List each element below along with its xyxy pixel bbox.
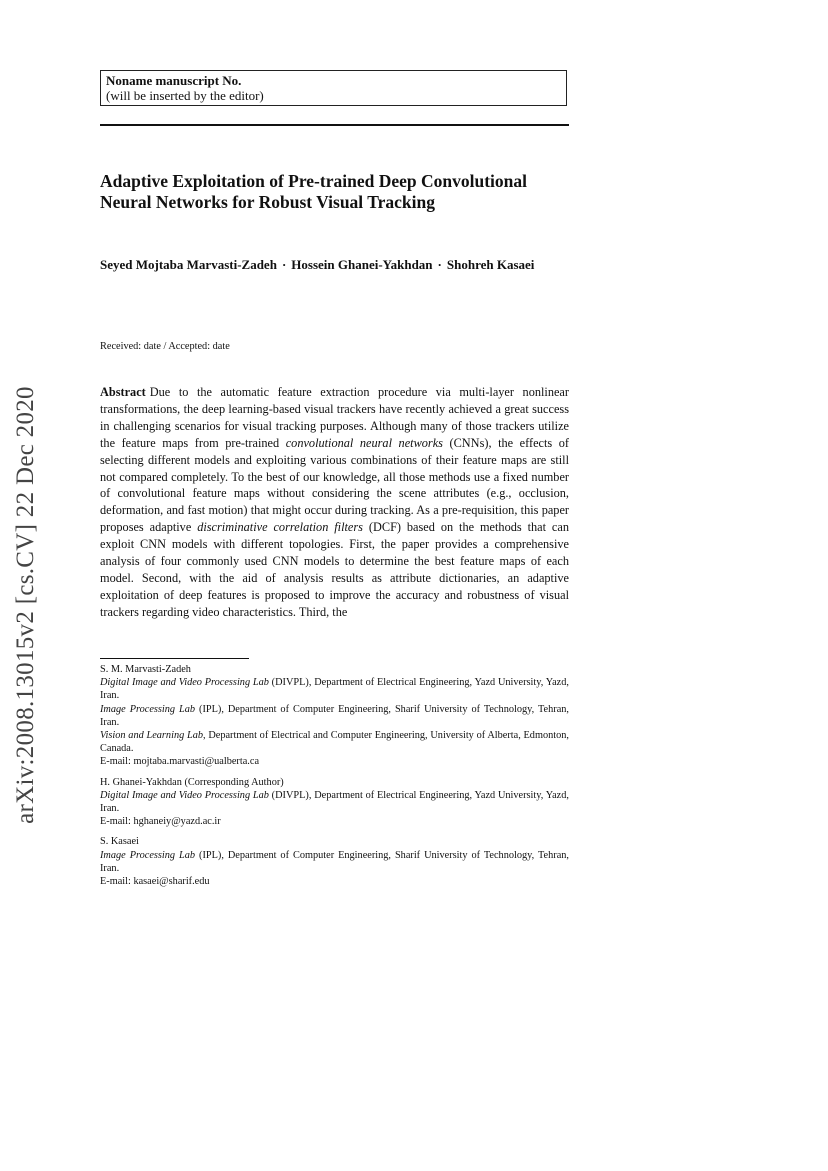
lab-name: Image Processing Lab xyxy=(100,703,196,715)
author-1: Seyed Mojtaba Marvasti-Zadeh xyxy=(100,257,277,272)
affiliations xyxy=(100,663,569,895)
affiliation-details: (IPL), Department of Computer Engineering, Sharif University of Technology, Tehran, Iran. xyxy=(100,849,570,874)
arxiv-side-identifier xyxy=(4,360,48,850)
affiliation-email: E-mail: mojtaba.marvasti@ualberta.ca xyxy=(100,756,260,768)
header-rule xyxy=(100,124,569,126)
affiliation-details: (DIVPL), Department of Electrical Engineering, Yazd University, Yazd, Iran. xyxy=(100,677,569,702)
author-3: Shohreh Kasaei xyxy=(446,257,535,272)
author-separator: · xyxy=(437,257,442,272)
affiliation-details: (DIVPL), Department of Electrical Engineering, Yazd University, Yazd, Iran. xyxy=(100,789,569,815)
lab-name: Vision and Learning Lab xyxy=(100,730,204,742)
affiliation-line xyxy=(100,729,569,755)
affiliation-group-2 xyxy=(100,776,569,829)
paper-title: Adaptive Exploitation of Pre-trained Deep Convolutional Neural Networks for Robust Visual Tracking xyxy=(100,171,527,212)
abstract-text-part-2: (CNNs), the effects of selecting different models and exploiting various combinations of their feature maps are still not compared completely. To the best of our knowledge, all those methods use a fixed number of convolutional feature maps without considering the scene attributes (e.g., occlusion, deformation, and fast motion) that might occur during tracking. As a pre-requisition, this paper proposes adaptive xyxy=(100,435,569,535)
affiliation-email: E-mail: hghaneiy@yazd.ac.ir xyxy=(100,816,221,828)
editor-note: (will be inserted by the editor) xyxy=(106,88,264,103)
manuscript-number-label: Noname manuscript No. xyxy=(106,73,242,88)
abstract-text-part-3: (DCF) based on the methods that can exploit CNN models with different topologies. First, the paper provides a comprehensive analysis of four commonly used CNN models to determine the best feature maps of each model. Second, with the aid of analysis results as attribute dictionaries, an adaptive exploitation of deep features is proposed to improve the accuracy and robustness of visual trackers regarding video characteristics. Third, the xyxy=(100,520,569,619)
affiliation-line xyxy=(100,703,569,729)
abstract-text-part-1: Due to the automatic feature extraction procedure via multi-layer nonlinear transformations, the deep learning-based visual trackers have recently achieved a great success in challenging scenarios for visual tracking purposes. Although many of those trackers utilize the feature maps from pre-trained xyxy=(100,385,569,450)
footnote-rule xyxy=(100,658,249,659)
affiliation-details: , Department of Electrical and Computer Engineering, University of Alberta, Edmonton, Canada. xyxy=(100,730,569,755)
affiliation-author-name: S. M. Marvasti-Zadeh xyxy=(100,664,191,675)
affiliation-group-3 xyxy=(100,835,569,888)
abstract-emphasis-cnn: convolutional neural networks xyxy=(285,435,443,450)
affiliation-line xyxy=(100,676,569,702)
affiliation-author-name: S. Kasaei xyxy=(100,836,139,848)
received-accepted-dates: Received: date / Accepted: date xyxy=(100,341,230,352)
abstract-emphasis-dcf: discriminative correlation filters xyxy=(197,520,363,535)
lab-name: Digital Image and Video Processing Lab xyxy=(100,677,269,689)
affiliation-details: (IPL), Department of Computer Engineering, Sharif University of Technology, Tehran, Iran. xyxy=(100,703,570,728)
abstract-label: Abstract xyxy=(100,385,146,399)
abstract-paragraph xyxy=(100,384,569,621)
affiliation-email: E-mail: kasaei@sharif.edu xyxy=(100,876,210,888)
lab-name: Digital Image and Video Processing Lab xyxy=(100,789,269,801)
affiliation-group-1 xyxy=(100,663,569,769)
arxiv-identifier-text: arXiv:2008.13015v2 [cs.CV] 22 Dec 2020 xyxy=(12,386,39,824)
affiliation-author-name: H. Ghanei-Yakhdan (Corresponding Author) xyxy=(100,776,284,788)
affiliation-line xyxy=(100,789,569,815)
author-separator: · xyxy=(281,257,287,272)
author-2: Hossein Ghanei-Yakhdan xyxy=(291,257,433,272)
lab-name: Image Processing Lab xyxy=(100,849,196,861)
author-list xyxy=(100,257,569,273)
affiliation-line xyxy=(100,849,569,875)
manuscript-note-box xyxy=(100,70,567,106)
